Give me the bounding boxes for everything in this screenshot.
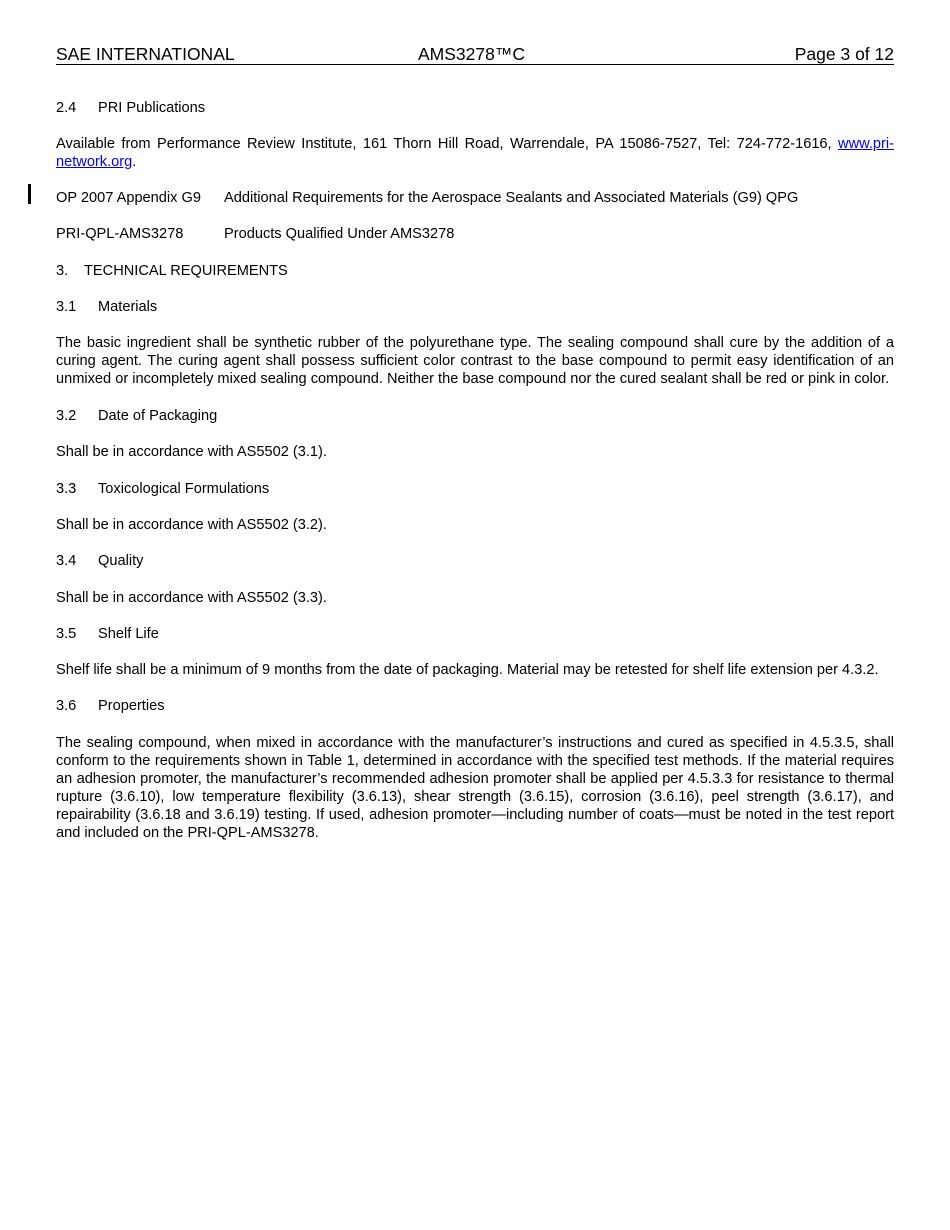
section-number: 2.4 <box>56 100 77 116</box>
section-3-5-text: Shelf life shall be a minimum of 9 months from the date of packaging. Material may be retested for shelf life extension per 4.3.2. <box>56 662 879 678</box>
section-3-1-heading <box>56 298 894 316</box>
reference-code: PRI-QPL-AMS3278 <box>56 226 184 242</box>
section-number: 3.4 <box>56 553 77 569</box>
section-title: Shelf Life <box>98 626 159 642</box>
reference-title: Products Qualified Under AMS3278 <box>224 226 455 242</box>
section-3-2-heading <box>56 407 894 425</box>
reference-row <box>56 189 894 207</box>
document-page <box>56 44 894 842</box>
section-2-4-heading <box>56 99 894 117</box>
revision-change-bar <box>28 184 31 204</box>
section-number: 3.5 <box>56 626 77 642</box>
section-3-6-text: The sealing compound, when mixed in accordance with the manufacturer’s instructions and cured as specified in 4.5.3.5, shall conform to the requirements shown in Table 1, determined in accordance with the specified test methods. If the material requires an adhesion promoter, the manufacturer’s recommended adhesion promoter shall be applied per 4.5.3.3 for resistance to thermal rupture (3.6.10), low temperature flexibility (3.6.13), shear strength (3.6.15), corrosion (3.6.16), peel strength (3.6.17), and repairability (3.6.18 and 3.6.19) testing. If used, adhesion promoter—including number of coats—must be noted in the test report and included on the PRI-QPL-AMS3278. <box>56 735 894 841</box>
document-body <box>56 99 894 842</box>
header-org: SAE INTERNATIONAL <box>56 44 235 64</box>
section-number: 3.1 <box>56 299 77 315</box>
section-3-5-heading <box>56 625 894 643</box>
section-3-3-text: Shall be in accordance with AS5502 (3.2). <box>56 517 327 533</box>
section-3-3-heading <box>56 480 894 498</box>
section-3-6-heading <box>56 697 894 715</box>
section-3-2-text: Shall be in accordance with AS5502 (3.1). <box>56 444 327 460</box>
section-3-heading <box>56 262 894 280</box>
pri-network-link[interactable]: www.pri-network.org <box>56 136 894 170</box>
section-title: TECHNICAL REQUIREMENTS <box>84 263 288 279</box>
reference-row <box>56 225 894 243</box>
section-title: Date of Packaging <box>98 408 218 424</box>
link-period: . <box>132 154 137 170</box>
section-title: Properties <box>98 698 165 714</box>
section-number: 3. <box>56 263 69 279</box>
page-header <box>56 44 894 65</box>
section-3-1-text: The basic ingredient shall be synthetic rubber of the polyurethane type. The sealing compound shall cure by the addition of a curing agent. The curing agent shall possess sufficient color contrast to the base compound to permit easy identification of an unmixed or incompletely mixed sealing compound. Neither the base compound nor the cured sealant shall be red or pink in color. <box>56 335 894 387</box>
reference-code: OP 2007 Appendix G9 <box>56 190 201 206</box>
section-3-4-text: Shall be in accordance with AS5502 (3.3). <box>56 590 327 606</box>
availability-text: Available from Performance Review Institute, 161 Thorn Hill Road, Warrendale, PA 15086-7527, Tel: 724-772-1616, <box>56 136 832 152</box>
section-3-4-heading <box>56 552 894 570</box>
section-number: 3.6 <box>56 698 77 714</box>
header-page-number: Page 3 of 12 <box>794 44 894 64</box>
section-title: Toxicological Formulations <box>98 481 270 497</box>
section-2-4-availability <box>56 135 894 171</box>
section-number: 3.3 <box>56 481 77 497</box>
reference-title: Additional Requirements for the Aerospace Sealants and Associated Materials (G9) QPG <box>224 190 799 206</box>
header-doc-id: AMS3278™C <box>418 44 525 64</box>
section-title: Quality <box>98 553 144 569</box>
section-number: 3.2 <box>56 408 77 424</box>
section-title: PRI Publications <box>98 100 206 116</box>
section-title: Materials <box>98 299 158 315</box>
